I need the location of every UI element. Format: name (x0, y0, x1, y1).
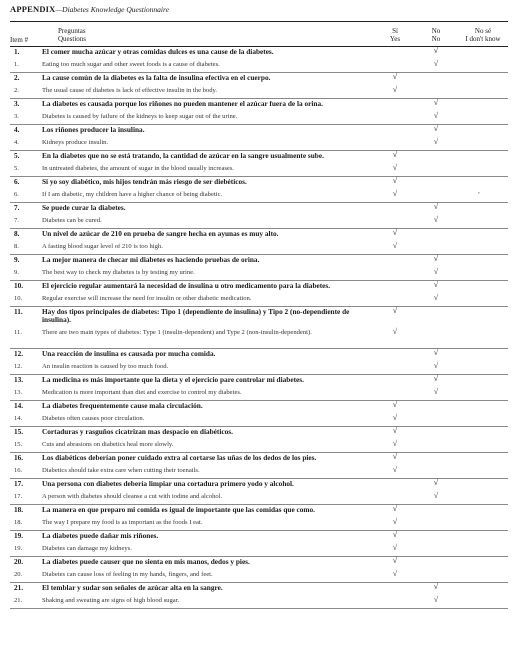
question-row-en (10, 138, 508, 151)
check-mark-no: √ (433, 293, 439, 302)
check-mark-no: √ (433, 98, 439, 107)
question-text-spanish: Se puede curar la diabetes. (42, 203, 126, 212)
check-mark-no: √ (433, 215, 439, 224)
item-number: 9. (14, 255, 20, 264)
question-row-es (10, 401, 508, 414)
question-row-es (10, 229, 508, 242)
check-mark-yes: √ (392, 241, 398, 250)
check-mark-no: √ (433, 46, 439, 55)
question-row-es (10, 307, 508, 328)
questionnaire-title: —Diabetes Knowledge Questionnaire (55, 5, 169, 14)
item-number: 2. (14, 73, 20, 82)
check-mark-yes: √ (392, 569, 398, 578)
question-text-english: An insulin reaction is caused by too much food. (42, 363, 169, 370)
item-number: 7. (14, 203, 20, 212)
page-title (10, 4, 169, 14)
check-mark-no: √ (433, 254, 439, 263)
questions-header (58, 27, 86, 43)
check-mark-yes: √ (392, 306, 398, 315)
item-number: 15. (14, 427, 24, 436)
check-mark-no: √ (433, 280, 439, 289)
question-text-spanish: El comer mucha azúcar y otras comidas dulces es una cause de la diabetes. (42, 47, 274, 56)
question-text-english: There are two main types of diabetes: Type 1 (insulin-dependent) and Type 2 (non-insulin-dependent). (42, 329, 312, 336)
item-number: 10. (14, 281, 24, 290)
item-number: 6. (14, 177, 20, 186)
question-text-spanish: En la diabetes que no se está tratando, la cantidad de azúcar en la sangre usualmente sube. (42, 151, 324, 160)
question-text-english: Diabetes can cause loss of feeling in my hands, fingers, and feet. (42, 571, 213, 578)
dont-know-column-header (458, 27, 508, 43)
question-text-english: A person with diabetes should cleanse a cut with iodine and alcohol. (42, 493, 223, 500)
question-text-english: Diabetics should take extra care when cutting their toenails. (42, 467, 200, 474)
check-mark-no: √ (433, 478, 439, 487)
item-number: 17. (14, 493, 23, 500)
check-mark-yes: √ (392, 176, 398, 185)
check-mark-yes: √ (392, 465, 398, 474)
item-number: 19. (14, 545, 23, 552)
item-number: 13. (14, 375, 24, 384)
question-text-spanish: El temblar y sudar son señales de azúcar alta en la sangre. (42, 583, 223, 592)
question-text-spanish: La mejor manera de checar mi diabetes es haciendo pruebas de orina. (42, 255, 260, 264)
question-text-spanish: La diabetes puede causer que no sienta en mis manos, dedos y pies. (42, 557, 250, 566)
question-row-en (10, 294, 508, 307)
question-text-spanish: El ejercicio regular aumentará la necesidad de insulina u otro medicamento para la diabetes. (42, 281, 331, 290)
yes-column-header (380, 27, 410, 43)
question-row-en (10, 388, 508, 401)
yes-header-en: Yes (389, 35, 401, 43)
item-number: 21. (14, 597, 23, 604)
item-number: 20. (14, 557, 24, 566)
questions-header-en: Questions (58, 35, 86, 43)
question-text-english: Eating too much sugar and other sweet foods is a cause of diabetes. (42, 61, 220, 68)
check-mark-yes: √ (392, 439, 398, 448)
question-row-en (10, 414, 508, 427)
check-mark-no: √ (433, 202, 439, 211)
question-row-en (10, 518, 508, 531)
check-mark-yes: √ (392, 327, 398, 336)
check-mark-yes: √ (392, 72, 398, 81)
check-mark-yes: √ (392, 517, 398, 526)
question-text-spanish: La diabetes frequentemente cause mala circulación. (42, 401, 203, 410)
dont-know-header-es: No sé (474, 27, 492, 35)
check-mark-no: √ (433, 374, 439, 383)
questions-header-es: Preguntas (58, 27, 86, 35)
check-mark-yes: √ (392, 228, 398, 237)
question-text-spanish: Una reacción de insulina es causada por mucha comida. (42, 349, 216, 358)
question-row-es (10, 453, 508, 466)
question-text-english: Medication is more important than diet and exercise to control my diabetes. (42, 389, 242, 396)
title-rule (10, 21, 508, 22)
check-mark-yes: √ (392, 163, 398, 172)
item-number: 19. (14, 531, 24, 540)
item-number: 15. (14, 441, 23, 448)
check-mark-no: √ (433, 59, 439, 68)
question-row-es (10, 151, 508, 164)
item-number: 3. (14, 99, 20, 108)
item-number: 21. (14, 583, 24, 592)
question-text-english: A fasting blood sugar level of 210 is too high. (42, 243, 163, 250)
question-text-english: Kidneys produce insulin. (42, 139, 109, 146)
item-number: 12. (14, 363, 23, 370)
question-text-english: Regular exercise will increase the need for insulin or other diabetic medication. (42, 295, 252, 302)
item-number: 7. (14, 217, 19, 224)
question-row-es (10, 73, 508, 86)
dont-know-header-en: I don't know (465, 35, 501, 43)
item-number: 18. (14, 519, 23, 526)
check-mark-no: √ (433, 361, 439, 370)
question-text-english: In untreated diabetes, the amount of sugar in the blood usually increases. (42, 165, 235, 172)
item-number: 16. (14, 453, 24, 462)
check-mark-yes: √ (392, 150, 398, 159)
question-row-en (10, 328, 508, 349)
no-column-header (421, 27, 451, 43)
item-number: 4. (14, 125, 20, 134)
question-text-english: Diabetes is caused by failure of the kidneys to keep sugar out of the urine. (42, 113, 238, 120)
item-number: 1. (14, 47, 20, 56)
question-row-en (10, 60, 508, 73)
question-text-english: Diabetes can be cured. (42, 217, 102, 224)
item-number: 2. (14, 87, 19, 94)
item-number: 1. (14, 61, 19, 68)
item-number: 6. (14, 191, 19, 198)
question-text-english: Cuts and abrasions on diabetics heal more slowly. (42, 441, 174, 448)
question-text-english: Shaking and sweating are signs of high blood sugar. (42, 597, 180, 604)
question-text-spanish: Una persona con diabetes debería limpiar una cortadura primero yodo y alcohol. (42, 479, 294, 488)
question-row-en (10, 544, 508, 557)
question-row-en (10, 440, 508, 453)
check-mark-yes: √ (392, 452, 398, 461)
item-number: 3. (14, 113, 19, 120)
item-number: 9. (14, 269, 19, 276)
question-row-en (10, 216, 508, 229)
question-text-spanish: Cortaduras y rasguños cicatrizan mas despacio en diabéticos. (42, 427, 233, 436)
item-number: 8. (14, 229, 20, 238)
question-text-spanish: Hay dos tipos principales de diabetes: Tipo 1 (dependiente de insulina) y Tipo 2 (no-dependiente de insulina). (42, 307, 350, 324)
item-number: 5. (14, 151, 20, 160)
check-mark-yes: √ (392, 530, 398, 539)
item-number: 8. (14, 243, 19, 250)
check-mark-no: √ (433, 582, 439, 591)
yes-header-es: Sí (392, 27, 398, 35)
question-row-es (10, 505, 508, 518)
question-row-en (10, 596, 508, 609)
check-mark-yes: √ (392, 504, 398, 513)
item-number: 10. (14, 295, 23, 302)
question-text-spanish: La diabetes puede dañar mis riñones. (42, 531, 159, 540)
item-number: 5. (14, 165, 19, 172)
question-text-english: If I am diabetic, my children have a higher chance of being diabetic. (42, 191, 223, 198)
check-mark-yes: √ (392, 400, 398, 409)
question-text-spanish: La manera en que preparo mi comida es igual de importante que las comidas que como. (42, 505, 315, 514)
item-number: 18. (14, 505, 24, 514)
question-text-english: The usual cause of diabetes is lack of effective insulin in the body. (42, 87, 218, 94)
item-number: 11. (14, 329, 22, 336)
question-row-en (10, 164, 508, 177)
item-number: 16. (14, 467, 23, 474)
check-mark-no: √ (433, 267, 439, 276)
appendix-label: APPENDIX (10, 4, 56, 14)
stray-mark: , (478, 187, 480, 195)
question-row-es (10, 427, 508, 440)
question-text-english: Diabetes can damage my kidneys. (42, 545, 132, 552)
question-text-english: The best way to check my diabetes is by testing my urine. (42, 269, 195, 276)
check-mark-yes: √ (392, 85, 398, 94)
item-number: 13. (14, 389, 23, 396)
check-mark-yes: √ (392, 413, 398, 422)
item-number-header: Item # (10, 36, 29, 44)
check-mark-no: √ (433, 111, 439, 120)
item-number: 14. (14, 401, 24, 410)
question-text-english: The way I prepare my food is as important as the foods I eat. (42, 519, 203, 526)
question-text-spanish: Si yo soy diabético, mis hijos tendrán más riesgo de ser diebéticos. (42, 177, 247, 186)
question-text-spanish: La cause común de la diabetes es la falta de insulina efectiva en el cuerpo. (42, 73, 271, 82)
question-text-english: Diabetes often causes poor circulation. (42, 415, 145, 422)
question-text-spanish: Los diabéticos deberían poner cuidado extra al cortarse las uñas de los dedos de los pies. (42, 453, 317, 462)
check-mark-yes: √ (392, 543, 398, 552)
item-number: 17. (14, 479, 24, 488)
question-text-spanish: Los riñones producer la insulina. (42, 125, 145, 134)
question-row-en (10, 492, 508, 505)
item-number: 20. (14, 571, 23, 578)
table-header (10, 27, 508, 47)
check-mark-no: √ (433, 491, 439, 500)
question-text-spanish: La medicina es más importante que la dieta y el ejercicio pare controlar mi diabetes. (42, 375, 304, 384)
no-header-es: No (431, 27, 441, 35)
item-number: 11. (14, 307, 23, 316)
question-row-es (10, 531, 508, 544)
no-header-en: No (431, 35, 441, 43)
check-mark-yes: √ (392, 426, 398, 435)
item-number: 4. (14, 139, 19, 146)
question-text-spanish: Un nivel de azúcar de 210 en prueba de sangre hecha en ayunas es muy alto. (42, 229, 279, 238)
question-text-spanish: La diabetes es causada porque los riñones no pueden mantener el azúcar fuera de la orina. (42, 99, 323, 108)
question-rows (10, 47, 508, 609)
check-mark-yes: √ (392, 556, 398, 565)
item-number: 14. (14, 415, 23, 422)
check-mark-no: √ (433, 595, 439, 604)
check-mark-no: √ (433, 348, 439, 357)
check-mark-no: √ (433, 387, 439, 396)
question-row-es (10, 177, 508, 190)
check-mark-no: √ (433, 124, 439, 133)
question-row-es (10, 557, 508, 570)
item-number: 12. (14, 349, 24, 358)
check-mark-no: √ (433, 137, 439, 146)
check-mark-yes: √ (392, 189, 398, 198)
